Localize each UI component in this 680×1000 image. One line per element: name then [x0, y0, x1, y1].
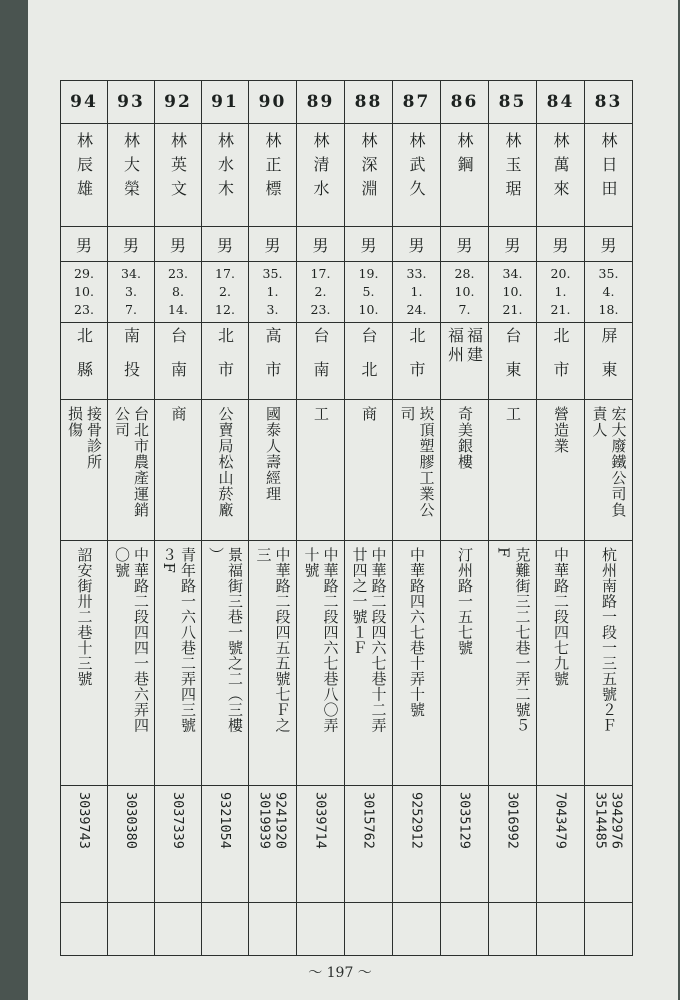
native-place: 北市	[551, 327, 570, 395]
phone-number: 9252912	[408, 792, 425, 849]
birth-date: 17. 2. 23.	[297, 262, 345, 323]
address: 克難街三二七巷一弄二號５ F	[494, 547, 532, 733]
occupation: 工	[504, 406, 522, 422]
member-name: 林清水	[311, 132, 330, 204]
native-place: 北縣	[74, 327, 94, 395]
phone-number: 3015762	[360, 792, 377, 849]
occupation: 公賣局松山菸廠	[216, 406, 235, 518]
entry-number: 92	[155, 81, 202, 124]
occupation: 崁頂塑膠工業公 司	[398, 406, 436, 518]
member-name: 林大榮	[121, 132, 141, 204]
native-place: 台北	[359, 327, 378, 395]
entry-number: 90	[249, 81, 297, 124]
member-sex: 男	[61, 227, 108, 262]
empty-cell	[537, 903, 585, 956]
entry-number: 94	[61, 81, 108, 124]
member-sex: 男	[537, 227, 585, 262]
member-sex: 男	[585, 227, 633, 262]
entry-number: 91	[202, 81, 249, 124]
member-name: 林辰雄	[74, 132, 94, 204]
empty-cell	[585, 903, 633, 956]
empty-cell	[155, 903, 202, 956]
empty-cell	[297, 903, 345, 956]
entry-number: 83	[585, 81, 633, 124]
phone-number: 7043479	[552, 792, 569, 849]
native-place: 屏東	[599, 327, 618, 395]
occupation: 宏大廢鐵公司負 責人	[590, 406, 628, 518]
phone-number: 3942976 3514485	[592, 792, 625, 849]
birth-date: 35. 4. 18.	[585, 262, 633, 323]
occupation: 國泰人壽經理	[264, 406, 282, 502]
empty-cell	[441, 903, 489, 956]
occupation: 商	[360, 406, 378, 422]
native-place: 北市	[215, 327, 235, 395]
empty-cell	[345, 903, 393, 956]
occupation: 營造業	[552, 406, 570, 454]
address: 中華路二段四六七巷八〇弄 十號	[302, 547, 340, 733]
birth-date: 28. 10. 7.	[441, 262, 489, 323]
birth-date: 23. 8. 14.	[155, 262, 202, 323]
member-name: 林水木	[215, 132, 235, 204]
member-sex: 男	[441, 227, 489, 262]
birth-date: 17. 2. 12.	[202, 262, 249, 323]
birth-date: 33. 1. 24.	[393, 262, 441, 323]
phone-number: 9321054	[217, 792, 233, 849]
member-roster-table	[60, 80, 633, 956]
phone-number: 3016992	[504, 792, 521, 849]
native-place: 台南	[311, 327, 330, 395]
page-number: ～ 197 ～	[308, 965, 372, 981]
row-sex	[61, 227, 633, 262]
occupation: 奇美銀樓	[456, 406, 474, 470]
member-name: 林玉琚	[503, 132, 522, 204]
native-place: 台南	[168, 327, 188, 395]
empty-cell	[249, 903, 297, 956]
address: 中華路二段四五五號七Ｆ之 三	[254, 547, 292, 733]
occupation: 台北市農產運銷 公司	[113, 406, 150, 518]
native-place: 高市	[263, 327, 282, 395]
birth-date: 20. 1. 21.	[537, 262, 585, 323]
address: 杭州南路一段一三五號２Ｆ	[600, 547, 618, 733]
member-name: 林萬來	[551, 132, 570, 204]
row-name	[61, 124, 633, 227]
entry-number: 88	[345, 81, 393, 124]
empty-cell	[61, 903, 108, 956]
birth-date: 34. 10. 21.	[489, 262, 537, 323]
birth-date: 19. 5. 10.	[345, 262, 393, 323]
phone-number: 3030380	[123, 792, 139, 849]
member-name: 林英文	[168, 132, 188, 204]
row-occupation	[61, 400, 633, 541]
row-number	[61, 81, 633, 124]
native-place: 北市	[407, 327, 426, 395]
member-name: 林武久	[407, 132, 426, 204]
entry-number: 93	[108, 81, 155, 124]
occupation: 工	[312, 406, 330, 422]
row-birth-date	[61, 262, 633, 323]
entry-number: 85	[489, 81, 537, 124]
member-sex: 男	[155, 227, 202, 262]
empty-cell	[489, 903, 537, 956]
address: 中華路二段四七九號	[552, 547, 570, 687]
member-sex: 男	[108, 227, 155, 262]
phone-number: 9241920 3019939	[256, 792, 289, 849]
row-blank	[61, 903, 633, 956]
empty-cell	[393, 903, 441, 956]
address: 景福街三巷一號之二（三樓 ）	[207, 547, 244, 733]
native-place: 福建 福州	[445, 327, 484, 365]
member-sex: 男	[489, 227, 537, 262]
member-sex: 男	[345, 227, 393, 262]
occupation: 接骨診所 损傷	[66, 406, 103, 470]
empty-cell	[202, 903, 249, 956]
address: 中華路二段四四一巷六弄四 〇號	[113, 547, 150, 733]
birth-date: 29. 10. 23.	[61, 262, 108, 323]
row-address	[61, 541, 633, 786]
entry-number: 89	[297, 81, 345, 124]
native-place: 南投	[121, 327, 141, 395]
address: 中華路二段四六七巷十二弄 廿四之一號１Ｆ	[350, 547, 388, 733]
member-sex: 男	[202, 227, 249, 262]
phone-number: 3039714	[312, 792, 329, 849]
row-origin	[61, 323, 633, 400]
entry-number: 87	[393, 81, 441, 124]
entry-number: 86	[441, 81, 489, 124]
native-place: 台東	[503, 327, 522, 395]
phone-number: 3037339	[170, 792, 186, 849]
member-sex: 男	[393, 227, 441, 262]
birth-date: 35. 1. 3.	[249, 262, 297, 323]
address: 詔安街卅二巷十三號	[75, 547, 94, 687]
occupation: 商	[169, 406, 188, 422]
member-name: 林正標	[263, 132, 282, 204]
member-name: 林深淵	[359, 132, 378, 204]
member-name: 林日田	[599, 132, 618, 204]
address: 青年路一六八巷二弄四三號 ３F	[160, 547, 197, 733]
phone-number: 3039743	[76, 792, 92, 849]
member-name: 林鋼	[455, 132, 474, 180]
member-sex: 男	[249, 227, 297, 262]
empty-cell	[108, 903, 155, 956]
address: 汀州路一五七號	[456, 547, 474, 656]
entry-number: 84	[537, 81, 585, 124]
address: 中華路四六七巷十弄十號	[408, 547, 426, 718]
row-phone	[61, 786, 633, 903]
birth-date: 34. 3. 7.	[108, 262, 155, 323]
member-sex: 男	[297, 227, 345, 262]
phone-number: 3035129	[456, 792, 473, 849]
